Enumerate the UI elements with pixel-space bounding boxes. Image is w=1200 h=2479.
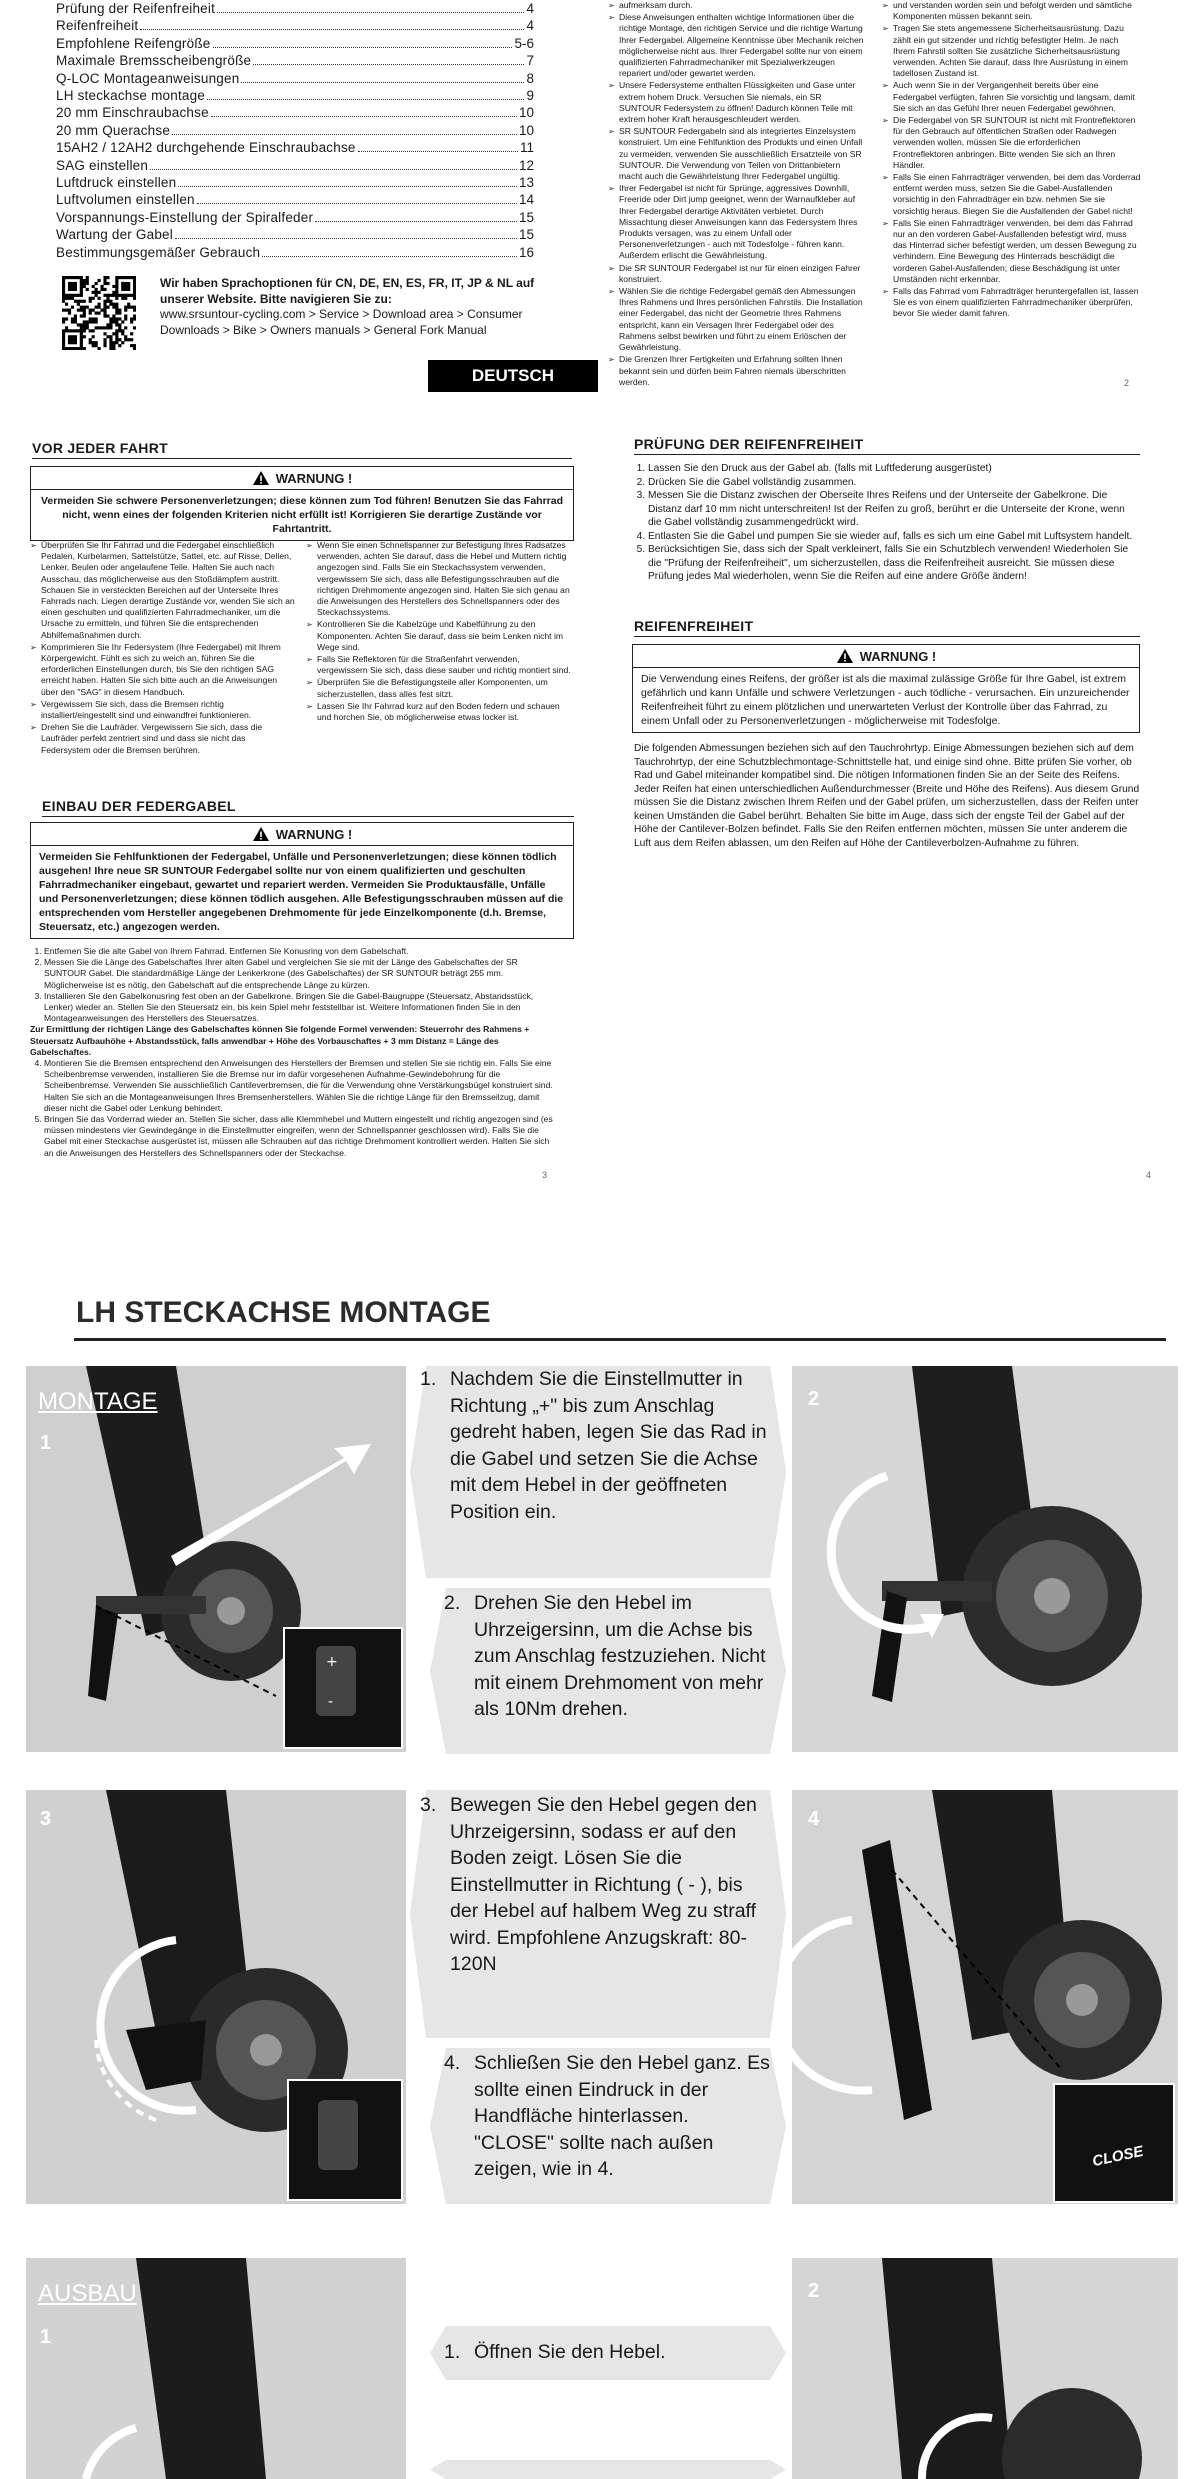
safety-list-item: ➢ Die Grenzen Ihrer Fertigkeiten und Erfahrung sollten Ihnen bekannt sein und dürfen beim Fahren niemals überschritten werden. <box>608 354 866 388</box>
pruefung-step: 4. Entlasten Sie die Gabel und pumpen Sie sie wieder auf, falls es sich um eine Gabel mit Luftsystem handelt. <box>648 530 1140 544</box>
toc-entry-title: Vorspannungs-Einstellung der Spiralfeder <box>56 209 314 225</box>
checklist-item: ➢ Wenn Sie einen Schnellspanner zur Befestigung Ihres Radsatzes verwenden, achten Sie darauf, dass die Hebel und Muttern richtig angezogen sind. Falls Sie ein Steckachssystem verwenden, vergewissern Sie sich, dass alle Befestigungsschrauben auf die richtigen Drehmomente angezogen sind. Halten Sie sich genau an die Anweisungen des Herstellers des Schnellspanners oder des Steckachssystems. <box>306 540 572 618</box>
toc-entry[interactable] <box>56 122 534 139</box>
toc-leader-dots <box>315 221 517 222</box>
toc-entry-title: 20 mm Einschraubachse <box>56 105 209 121</box>
table-of-contents <box>56 0 534 261</box>
step-number: 3. <box>420 1794 437 1816</box>
toc-entry[interactable] <box>56 209 534 226</box>
manual-page-toc <box>52 0 600 410</box>
warning-label: WARNUNG ! <box>859 648 937 664</box>
safety-list-item: ➢ Falls Sie einen Fahrradträger verwenden, bei dem das Fahrrad nur an den vorderen Gabel-Ausfallenden befestigt wird, muss das Hinterrad sicher befestigt werden, um dessen Bewegung zu verhindern. Eine Bewegung des Hinterrads beschädigt die vorderen Gabel-Ausfallenden; diese Beschädigung ist unter Umständen nicht erkennbar. <box>882 218 1142 285</box>
photo-ausbau-step-1 <box>26 2258 406 2479</box>
toc-entry-title: Wartung der Gabel <box>56 227 173 243</box>
installation-step: 3. Installieren Sie den Gabelkonusring fest oben an der Gabelkrone. Bringen Sie die Gabel-Baugruppe (Steuersatz, Abstandsstück, Lenker) wieder an. Stellen Sie den Steuersatz ein, bis kein Spiel mehr feststellbar ist. Weitere Informationen finden Sie in den Montageanweisungen des Herstellers des Steuersatzes. <box>44 991 560 1025</box>
toc-leader-dots <box>217 12 524 13</box>
toc-entry-title: Luftdruck einstellen <box>56 175 177 191</box>
installation-steps <box>30 946 560 1159</box>
step-text: Drehen Sie den Hebel im Uhrzeigersinn, um die Achse bis zum Anschlag festzuziehen. Nicht mit einem Drehmoment von mehr als 10Nm drehen. <box>474 1592 766 1720</box>
section-title-einbau: EINBAU DER FEDERGABEL <box>42 798 574 817</box>
safety-list-item: ➢ Falls Sie einen Fahrradträger verwenden, bei dem das Vorderrad entfernt werden muss, setzen Sie die Gabel-Ausfallenden vorsichtig in den Fahrradträger ein bzw. nehmen Sie sie vorsichtig heraus. Biegen Sie die Ausfallenden der Gabel nicht! <box>882 172 1142 217</box>
photo-montage-step-2 <box>792 1366 1178 1752</box>
safety-list-item: ➢ Die Federgabel von SR SUNTOUR ist nicht mit Frontreflektoren für den Gebrauch auf öffentlichen Straßen oder Radwegen verwenden wollen, müssen Sie die erforderlichen Frontreflektoren anbringen. Bitte wenden Sie sich an Ihren Händler. <box>882 115 1142 171</box>
reifenfreiheit-body: Die folgenden Abmessungen beziehen sich auf den Tauchrohrtyp. Einige Abmessungen beziehen sich auf dem Tauchrohrtyp, der eine Schutzblechmontage-Schnittstelle hat, und einige sind ohne. Bitte prüfen Sie vorher, ob Rad und Gabel miteinander kompatibel sind. Die nötigen Informationen finden Sie an der Seite des Reifens. Jeder Reifen hat einen unterschiedlichen Außendurchmesser (Breite und Höhe des Reifens). Aus diesem Grund müssen Sie die Distanz zwischen Ihrem Reifen und der Gabel prüfen, um sicherzustellen, dass der Reifen unter keinen Umständen die Gabel berührt. Behalten Sie bitte im Auge, dass sich der engste Teil der Gabel auf der Höhe der Cantilever-Bolzen befindet. Falls Sie den Reifen entfernen möchten, müssen Sie unter anderem die Luft aus dem Reifen ablassen, um den Reifen auf Höhe der Cantileverbolzen-Aufnahme zu führen. <box>634 743 1140 849</box>
safety-list-item: ➢ Tragen Sie stets angemessene Sicherheitsausrüstung. Dazu zählt ein gut sitzender und richtig befestigter Helm. Je nach Ihrem Fahrstil sollten Sie zusätzliche Sicherheitsausrüstung verwenden. Achten Sie darauf, dass Ihre Ausrüstung in einem tadellosen Zustand ist. <box>882 23 1142 79</box>
section-title-vor-jeder-fahrt: VOR JEDER FAHRT <box>32 440 572 459</box>
warning-icon <box>252 826 270 842</box>
step-number: 2. <box>444 1592 461 1614</box>
toc-leader-dots <box>150 169 517 170</box>
checklist-item: ➢ Lassen Sie Ihr Fahrrad kurz auf den Boden federn und schauen und horchen Sie, ob möglicherweise etwas locker ist. <box>306 701 572 723</box>
safety-list-item: ➢ und verstanden worden sein und befolgt werden und sämtliche Komponenten müssen bekannt sein. <box>882 0 1142 22</box>
language-note-path: Downloads > Bike > Owners manuals > General Fork Manual <box>160 322 487 337</box>
close-marking: CLOSE <box>1090 2142 1145 2171</box>
warning-label: WARNUNG ! <box>275 826 353 842</box>
toc-entry-page: 10 <box>518 122 534 138</box>
photo-number: 1 <box>40 1432 52 1454</box>
photo-number: 1 <box>40 2326 52 2348</box>
language-note-link[interactable]: www.srsuntour-cycling.com > Service > Download area > Consumer <box>160 307 523 321</box>
warning-box-vor-jeder-fahrt <box>30 466 574 541</box>
toc-leader-dots <box>197 203 517 204</box>
checklist-right <box>306 540 572 724</box>
toc-entry-page: 13 <box>518 175 534 191</box>
photo-number: 2 <box>808 1388 820 1410</box>
toc-leader-dots <box>178 186 517 187</box>
toc-leader-dots <box>211 116 517 117</box>
manual-page-4 <box>600 418 1160 1238</box>
toc-leader-dots <box>207 99 524 100</box>
toc-entry-page: 15 <box>518 209 534 225</box>
step-text: Nachdem Sie die Einstellmutter in Richtung „+" bis zum Anschlag gedreht haben, legen Sie das Rad in die Gabel und setzen Sie die Achse mit dem Hebel in der geöffneten Position ein. <box>450 1368 767 1523</box>
language-button[interactable]: DEUTSCH <box>428 360 598 392</box>
toc-leader-dots <box>241 82 524 83</box>
toc-entry-title: 20 mm Querachse <box>56 122 171 138</box>
toc-leader-dots <box>172 134 517 135</box>
toc-entry[interactable] <box>56 191 534 208</box>
safety-list-item: ➢ Auch wenn Sie in der Vergangenheit bereits über eine Federgabel verfügten, fahren Sie vorsichtig und langsam, damit Sie sich an das Gefühl Ihrer neuen Federgabel gewöhnen. <box>882 80 1142 114</box>
svg-text:-: - <box>328 1694 334 1710</box>
toc-entry-title: Reifenfreiheit <box>56 18 139 34</box>
safety-list-item: ➢ Die SR SUNTOUR Federgabel ist nur für einen einzigen Fahrer konstruiert. <box>608 263 866 285</box>
page-number: 4 <box>1146 1170 1152 1180</box>
toc-leader-dots <box>253 64 524 65</box>
step-4 <box>444 2050 772 2183</box>
toc-entry-page: 12 <box>518 157 534 173</box>
warning-icon <box>836 648 854 664</box>
manual-page-3 <box>0 418 600 1238</box>
toc-entry-page: 4 <box>526 18 534 34</box>
step-number: 1. <box>420 1368 437 1390</box>
step-1 <box>420 1366 772 1525</box>
installation-step: 5. Bringen Sie das Vorderrad wieder an. Stellen Sie sicher, dass alle Klemmhebel und Muttern eingestellt und richtig angezogen sind (es müssen mindestens vier Gewindegänge in die Einstellmutter eingreifen, wenn der Schnellspanner geschlossen wird). Falls Sie die Gabel mit einer Steckachse ausgerüstet ist, müssen alle Schrauben auf das richtige Drehmoment kontrolliert werden. Halten Sie sich an die Anweisungen des Herstellers des Schnellspanners oder der Steckachse. <box>44 1114 560 1159</box>
toc-entry[interactable] <box>56 17 534 34</box>
warning-text: Vermeiden Sie Fehlfunktionen der Federgabel, Unfälle und Personenverletzungen; diese können tödlich ausgehen! Ihre neue SR SUNTOUR Federgabel sollte nur von einem qualifizierten und geschulten Fahrradmechaniker eingebaut, gewartet und repariert werden. Vermeiden Sie Produktausfälle, Unfälle und Personenverletzungen; diese können tödlich ausgehen. Alle Befestigungsschrauben müssen auf die entsprechenden vom Hersteller angegebenen Drehmomente für jede Einzelkomponente (d.h. Bremse, Steuersatz, etc.) angezogen werden. <box>39 851 564 933</box>
page-number: 2 <box>1124 378 1130 388</box>
step-number: 4. <box>444 2052 461 2074</box>
toc-entry-page: 11 <box>519 140 534 156</box>
toc-entry[interactable] <box>56 244 534 261</box>
pruefung-step-list <box>634 462 1140 584</box>
toc-entry[interactable] <box>56 226 534 243</box>
toc-entry[interactable] <box>56 174 534 191</box>
qr-code <box>62 276 136 350</box>
safety-list-item: ➢ SR SUNTOUR Federgabeln sind als integriertes Einzelsystem konstruiert. Um eine Fehlfunktion des Produkts und einen Unfall zu vermeiden, verwenden Sie ausschließlich Ersatzteile von SR SUNTOUR. Die Verwendung von Teilen von Drittanbietern macht auch die Gewährleistung Ihrer Federgabel ungültig. <box>608 126 866 182</box>
checklist-item: ➢ Überprüfen Sie Ihr Fahrrad und die Federgabel einschließlich Pedalen, Kurbelarmen, Sattelstütze, Sattel, etc. auf Risse, Dellen, Lenker, Beulen oder angelaufene Teile. Halten Sie auch nach Ausschau, das möglicherweise aus den Stoßdämpfern austritt. Schauen Sie in versteckten Bereichen auf der Unterseite Ihres Fahrrads nach. Liegen derartige Zustände vor, wenden Sie sich an einen geschulten und qualifizierten Fahrradmechaniker, um die Ursache zu ermitteln, und führen Sie die entsprechenden Abhilfemaßnahmen durch. <box>30 540 296 641</box>
lh-section <box>0 1290 1200 2479</box>
pruefung-step: 5. Berücksichtigen Sie, dass sich der Spalt verkleinert, falls Sie ein Schutzblech verwenden! Wiederholen Sie die "Prüfung der Reifenfreiheit", um sicherzustellen, dass die Reifenfreiheit ausreicht. Sie müssen diese Prüfung jedes Mal wiederholen, wenn Sie die Reifen auf eine andere Größe ändern! <box>648 543 1140 584</box>
checklist-item: ➢ Überprüfen Sie die Befestigungsteile aller Komponenten, um sicherzustellen, dass alles fest sitzt. <box>306 677 572 699</box>
svg-text:+: + <box>326 1654 338 1670</box>
step-text: Bewegen Sie den Hebel gegen den Uhrzeigersinn, sodass er auf den Boden zeigt. Lösen Sie die Einstellmutter in Richtung ( - ), bis der Hebel auf halbem Weg zu straff wird. Empfohlene Anzugskraft: 80-120N <box>450 1794 757 1975</box>
montage-label: MONTAGE <box>38 1388 158 1415</box>
toc-entry-page: 9 <box>526 88 534 104</box>
toc-entry[interactable] <box>56 70 534 87</box>
toc-entry-page: 10 <box>518 105 534 121</box>
installation-step: 1. Entfernen Sie die alte Gabel von Ihrem Fahrrad. Entfernen Sie Konusring von dem Gabelschaft. <box>44 946 560 957</box>
toc-entry[interactable] <box>56 139 534 156</box>
warning-box-reifenfreiheit <box>632 644 1140 733</box>
toc-entry[interactable] <box>56 157 534 174</box>
photo-montage-step-4 <box>792 1790 1178 2204</box>
photo-montage-step-3 <box>26 1790 406 2204</box>
pruefung-step: 2. Drücken Sie die Gabel vollständig zusammen. <box>648 476 1140 490</box>
ausbau-step-1 <box>444 2339 772 2366</box>
gabelschaft-formula: Zur Ermittlung der richtigen Länge des Gabelschaftes können Sie folgende Formel verwenden: Steuerrohr des Rahmens + <box>30 1024 530 1035</box>
photo-montage-step-1 <box>26 1366 406 1752</box>
toc-entry[interactable] <box>56 52 534 69</box>
photo-ausbau-step-2 <box>792 2258 1178 2479</box>
toc-entry-page: 7 <box>526 53 534 69</box>
toc-leader-dots <box>358 151 518 152</box>
toc-entry-title: 15AH2 / 12AH2 durchgehende Einschraubachse <box>56 140 356 156</box>
installation-step: 4. Montieren Sie die Bremsen entsprechend den Anweisungen des Herstellers der Bremsen und stellen Sie sie richtig ein. Falls Sie eine Scheibenbremse verwenden, installieren Sie die Bremse nur im dafür vorgesehenen Aufnahme-Gewindebohrung für die Scheibenbremse. Verwenden Sie ausschließlich Cantileverbremsen, die für die Verwendung ohne Verstärkungsbügel konstruiert sind. Halten Sie sich an die Montageanweisungen Ihres Bremsenherstellers. Wählen Sie die richtige Länge für den Bremsseilzug, damit dieser nicht die Gabel oder Lenkung behindert. <box>44 1058 560 1114</box>
toc-entry-title: Bestimmungsgemäßer Gebrauch <box>56 244 261 260</box>
page-number: 3 <box>542 1170 548 1180</box>
title-underline <box>74 1338 1166 1341</box>
safety-list-item: ➢ Falls das Fahrrad vom Fahrradträger heruntergefallen ist, lassen Sie es von einem qualifizierten Fahrradmechaniker überprüfen, bevor Sie wieder damit fahren. <box>882 286 1142 320</box>
manual-page-2 <box>600 0 1150 410</box>
warning-icon <box>252 470 270 486</box>
toc-entry-title: Luftvolumen einstellen <box>56 192 195 208</box>
toc-entry[interactable] <box>56 35 534 52</box>
toc-leader-dots <box>140 29 524 30</box>
toc-leader-dots <box>175 238 517 239</box>
checklist-item: ➢ Kontrollieren Sie die Kabelzüge und Kabelführung zu den Komponenten. Achten Sie darauf, dass sie beim Lenken nicht im Wege sind. <box>306 619 572 653</box>
safety-list-item: ➢ Diese Anweisungen enthalten wichtige Informationen über die richtige Montage, den richtigen Service und die richtige Wartung Ihrer Federgabel. Allgemeine Kenntnisse über Mechanik reichen möglicherweise nicht aus. Ihrer Federgabel sollte nur von einem qualifizierten Fahrradmechaniker mit Spezialwerkzeugen repariert und/oder gewartet werden. <box>608 12 866 79</box>
pruefung-step: 1. Lassen Sie den Druck aus der Gabel ab. (falls mit Luftfederung ausgerüstet) <box>648 462 1140 476</box>
checklist-item: ➢ Komprimieren Sie Ihr Federsystem (Ihre Federgabel) mit Ihrem Körpergewicht. Fühlt es sich zu weich an, führen Sie die erforderlichen Einstellungen durch, bis Sie den richtigen SAG erreicht haben. Halten Sie sich bitte auch an die Anweisungen über den "SAG" in diesem Handbuch. <box>30 642 296 698</box>
toc-leader-dots <box>213 47 513 48</box>
toc-entry-page: 8 <box>526 70 534 86</box>
toc-entry-page: 14 <box>518 192 534 208</box>
step-3 <box>420 1792 772 1978</box>
lh-title: LH STECKACHSE MONTAGE <box>76 1296 491 1329</box>
installation-step: 2. Messen Sie die Länge des Gabelschaftes Ihrer alten Gabel und vergleichen Sie sie mit der Länge des Gabelschaftes der SR SUNTOUR Gabel. Die standardmäßige Länge der Lenkerkrone (des Gabelschaftes) der SR SUNTOUR beträgt 255 mm. Möglicherweise ist es nötig, den Gabelschaft auf die entsprechende Länge zu kürzen. <box>44 957 560 991</box>
language-note <box>160 276 580 338</box>
checklist-item: ➢ Falls Sie Reflektoren für die Straßenfahrt verwenden, vergewissern Sie sich, dass diese sauber und richtig montiert sind. <box>306 654 572 676</box>
gabelschaft-formula: Steuersatz Aufbauhöhe + Abstandsstück, falls anwendbar + Höhe des Vorbauschaftes + 3 mm Distanz = Länge des Gabelschaftes. <box>30 1035 499 1057</box>
toc-entry-title: SAG einstellen <box>56 157 149 173</box>
installation-step-list <box>30 946 560 1159</box>
photo-number: 4 <box>808 1808 820 1830</box>
pruefung-steps <box>634 462 1140 584</box>
warning-header <box>31 823 573 846</box>
toc-entry-title: Prüfung der Reifenfreiheit <box>56 1 216 16</box>
ausbau-label: AUSBAU <box>38 2280 137 2307</box>
warning-label: WARNUNG ! <box>275 470 353 486</box>
safety-list-item: ➢ Wählen Sie die richtige Federgabel gemäß den Abmessungen Ihres Rahmens und Ihres persönlichen Fahrstils. Die Installation einer Federgabel, das nicht der Geometrie Ihres Rahmens entspricht, kann ein Versagen Ihrer Federgabel oder des Rahmens selbst bewirken und führt zu einem Erlöschen der Gewährleistung. <box>608 286 866 353</box>
step-text: Schließen Sie den Hebel ganz. Es sollte einen Eindruck in der Handfläche hinterlassen. "CLOSE" sollte nach außen zeigen, wie in 4. <box>474 2052 770 2180</box>
checklist-item: ➢ Drehen Sie die Laufräder. Vergewissern Sie sich, dass die Laufräder perfekt zentriert sind und dass sie nicht das Federsystem oder die Bremsen berühren. <box>30 722 296 756</box>
checklist-left <box>30 540 296 757</box>
warning-header <box>633 645 1139 668</box>
warning-text: Vermeiden Sie schwere Personenverletzungen; diese können zum Tod führen! Benutzen Sie das Fahrrad nicht, wenn eines der folgenden Kriterien nicht erfüllt ist! Korrigieren Sie derartige Zustände vor Fahrtantritt. <box>40 495 564 535</box>
language-note-bold: Wir haben Sprachoptionen für CN, DE, EN, ES, FR, IT, JP & NL auf unserer Website. Bitte navigieren Sie zu: <box>160 276 535 306</box>
toc-entry-title: Q-LOC Montageanweisungen <box>56 70 240 86</box>
warning-header <box>31 467 573 490</box>
step-panel-ausbau-2 <box>430 2460 786 2479</box>
toc-leader-dots <box>262 256 517 257</box>
safety-list-item: ➢ Unsere Federsysteme enthalten Flüssigkeiten und Gase unter extrem hohem Druck. Versuchen Sie niemals, ein SR SUNTOUR Federsystem zu öffnen! Dadurch können Teile mit extrem hoher Kraft herausgeschleudert werden. <box>608 80 866 125</box>
toc-entry-page: 16 <box>518 244 534 260</box>
toc-entry[interactable] <box>56 0 534 17</box>
photo-number: 2 <box>808 2280 820 2302</box>
warning-text: Die Verwendung eines Reifens, der größer ist als die maximal zulässige Größe für Ihre Gabel, ist extrem gefährlich und kann Unfälle und schwere Verletzungen - auch tödliche - verursachen. Ein unzureichender Reifenfreiheit führt zu einem plötzlichen und unerwarteten Verlust der Kontrolle über das Fahrrad, zu einem Unfall oder zu Personenverletzungen - möglicherweise mit Todesfolge. <box>641 673 1130 727</box>
step-number: 1. <box>444 2341 461 2363</box>
toc-entry-title: Empfohlene Reifengröße <box>56 35 211 51</box>
photo-number: 3 <box>40 1808 52 1830</box>
toc-entry[interactable] <box>56 104 534 121</box>
toc-entry-page: 4 <box>526 1 534 16</box>
step-text: Öffnen Sie den Hebel. <box>474 2341 666 2363</box>
step-2 <box>444 1590 772 1723</box>
section-title-pruefung: PRÜFUNG DER REIFENFREIHEIT <box>634 436 1140 455</box>
safety-list-right <box>882 0 1142 321</box>
checklist-item: ➢ Vergewissern Sie sich, dass die Bremsen richtig installiert/eingestellt sind und einwandfrei funktionieren. <box>30 699 296 721</box>
pruefung-step: 3. Messen Sie die Distanz zwischen der Oberseite Ihres Reifens und der Unterseite der Gabelkrone. Die Distanz darf 10 mm nicht unterschreiten! Ist der Reifen zu groß, berührt er die Unterseite der Krone, wenn die Gabel vollständig zusammengedrückt wird. <box>648 489 1140 530</box>
toc-entry-page: 5-6 <box>514 35 534 51</box>
toc-entry-title: LH steckachse montage <box>56 88 206 104</box>
toc-entry-page: 15 <box>518 227 534 243</box>
safety-list-left <box>608 0 866 389</box>
safety-list-item: ➢ Ihrer Federgabel ist nicht für Sprünge, aggressives Downhill, Freeride oder Dirt jump geeignet, wenn der Warnaufkleber auf Ihrer Federgabel derartige Aktivitäten verbietet. Durch Missachtung dieser Anweisungen kann das Federsystem Ihres Produkts versagen, was zu einem Unfall oder Personenverletzungen - auch mit Todesfolge - führen kann. Außerdem erlischt die Gewährleistung. <box>608 183 866 261</box>
section-title-reifenfreiheit: REIFENFREIHEIT <box>634 618 1140 637</box>
safety-list-item: ➢ aufmerksam durch. <box>608 0 866 11</box>
toc-entry[interactable] <box>56 87 534 104</box>
warning-box-einbau <box>30 822 574 939</box>
toc-entry-title: Maximale Bremsscheibengröße <box>56 53 252 69</box>
